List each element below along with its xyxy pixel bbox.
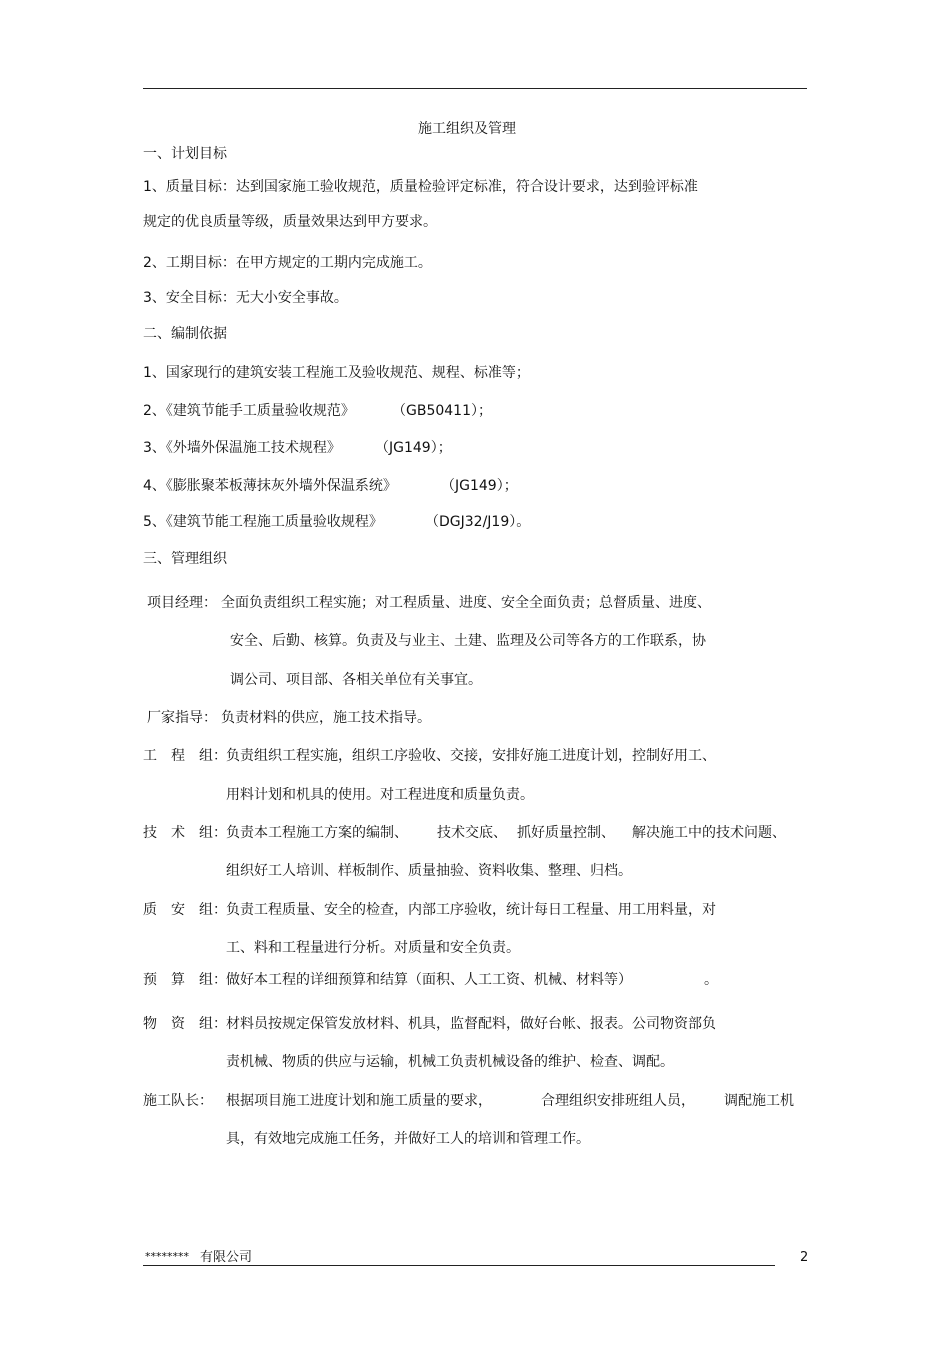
- basis-item-2-code: （GB50411）；: [392, 403, 492, 419]
- schedule-goal: 2、工期目标：在甲方规定的工期内完成施工。: [143, 255, 432, 271]
- project-manager-duty-line-1: 全面负责组织工程实施；对工程质量、进度、安全全面负责；总督质量、进度、: [221, 595, 711, 611]
- page-title: 施工组织及管理: [418, 121, 516, 137]
- role-label-engineering-team: 工 程 组：: [143, 748, 227, 764]
- quality-goal-line-2: 规定的优良质量等级，质量效果达到甲方要求。: [143, 214, 437, 230]
- basis-item-5-code: （DGJ32/J19）。: [425, 514, 531, 530]
- quality-goal-line-1: 1、质量目标：达到国家施工验收规范，质量检验评定标准，符合设计要求，达到验评标准: [143, 179, 698, 195]
- basis-item-3-title: 3、《外墙外保温施工技术规程》: [143, 440, 341, 456]
- quality-safety-duty-line-1: 负责工程质量、安全的检查，内部工序验收，统计每日工程量、用工用料量，对: [226, 902, 716, 918]
- technical-team-duty-line-2: 组织好工人培训、样板制作、质量抽验、资料收集、整理、归档。: [226, 863, 632, 879]
- basis-item-2-title: 2、《建筑节能手工质量验收规范》: [143, 403, 355, 419]
- construction-leader-duty-part-a: 根据项目施工进度计划和施工质量的要求，: [226, 1093, 492, 1109]
- project-manager-duty-line-3: 调公司、项目部、各相关单位有关事宜。: [230, 672, 482, 688]
- basis-item-5-title: 5、《建筑节能工程施工质量验收规程》: [143, 514, 383, 530]
- project-manager-duty-line-2: 安全、后勤、核算。负责及与业主、土建、监理及公司等各方的工作联系，协: [230, 633, 706, 649]
- quality-safety-duty-line-2: 工、料和工程量进行分析。对质量和安全负责。: [226, 940, 520, 956]
- basis-item-4-code: （JG149）；: [441, 478, 518, 494]
- role-label-construction-leader: 施工队长：: [143, 1093, 213, 1109]
- technical-team-duty-part-a: 负责本工程施工方案的编制、: [226, 825, 408, 841]
- role-label-technical-team: 技 术 组：: [143, 825, 227, 841]
- footer-company-name: 有限公司: [200, 1250, 253, 1265]
- technical-team-duty-part-c: 抓好质量控制、: [517, 825, 615, 841]
- role-label-vendor-guidance: 厂家指导：: [147, 710, 217, 726]
- basis-item-4-title: 4、《膨胀聚苯板薄抹灰外墙外保温系统》: [143, 478, 397, 494]
- basis-item-3-code: （JG149）；: [375, 440, 452, 456]
- materials-team-duty-line-1: 材料员按规定保管发放材料、机具，监督配料，做好台帐、报表。公司物资部负: [226, 1016, 716, 1032]
- role-label-materials-team: 物 资 组：: [143, 1016, 227, 1032]
- section-heading-management: 三、管理组织: [143, 551, 227, 567]
- page-number: 2: [800, 1250, 809, 1265]
- safety-goal: 3、安全目标：无大小安全事故。: [143, 290, 348, 306]
- basis-item-1: 1、国家现行的建筑安装工程施工及验收规范、规程、标准等；: [143, 365, 530, 381]
- footer-company-mask: ********: [145, 1250, 189, 1263]
- role-label-budget-team: 预 算 组：: [143, 972, 227, 988]
- construction-leader-duty-line-2: 具，有效地完成施工任务，并做好工人的培训和管理工作。: [226, 1131, 590, 1147]
- materials-team-duty-line-2: 责机械、物质的供应与运输，机械工负责机械设备的维护、检查、调配。: [226, 1054, 674, 1070]
- header-rule: [143, 88, 807, 89]
- role-label-quality-safety-team: 质 安 组：: [143, 902, 227, 918]
- footer-rule: [143, 1265, 775, 1266]
- engineering-team-duty-line-2: 用料计划和机具的使用。对工程进度和质量负责。: [226, 787, 534, 803]
- budget-team-duty: 做好本工程的详细预算和结算（面积、人工工资、机械、材料等）: [226, 972, 632, 988]
- section-heading-plan-goals: 一、计划目标: [143, 146, 227, 162]
- technical-team-duty-part-b: 技术交底、: [437, 825, 507, 841]
- engineering-team-duty-line-1: 负责组织工程实施，组织工序验收、交接，安排好施工进度计划，控制好用工、: [226, 748, 716, 764]
- construction-leader-duty-part-b: 合理组织安排班组人员，: [541, 1093, 695, 1109]
- vendor-guidance-duty: 负责材料的供应，施工技术指导。: [221, 710, 431, 726]
- role-label-project-manager: 项目经理：: [147, 595, 217, 611]
- section-heading-basis: 二、编制依据: [143, 326, 227, 342]
- construction-leader-duty-part-c: 调配施工机: [724, 1093, 794, 1109]
- technical-team-duty-part-d: 解决施工中的技术问题、: [632, 825, 786, 841]
- budget-team-duty-end: 。: [704, 972, 718, 988]
